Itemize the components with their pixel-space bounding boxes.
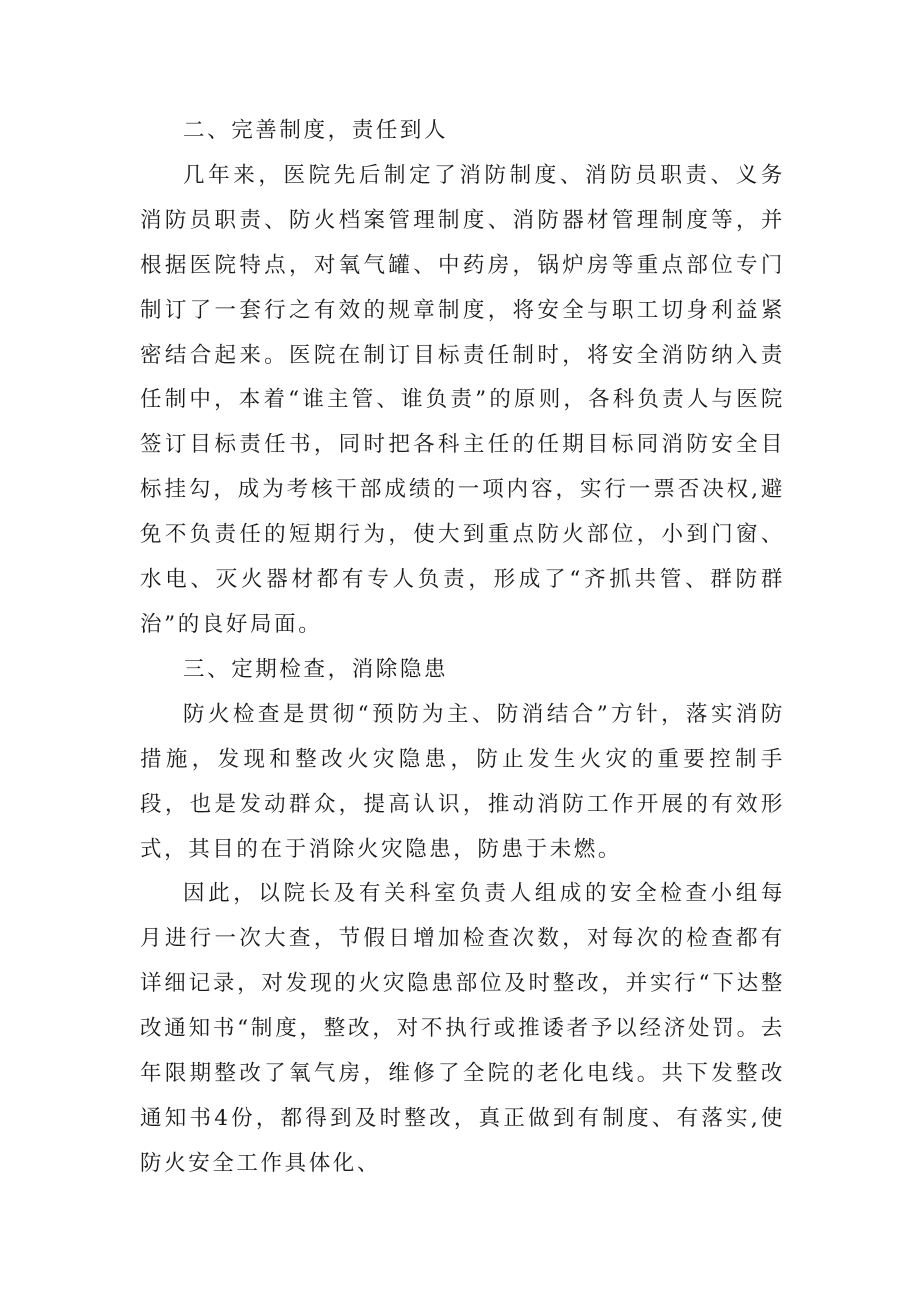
section-heading-2: 二、完善制度，责任到人 <box>183 118 449 143</box>
paragraph-rectification: 因此，以院长及有关科室负责人组成的安全检查小组每月进行一次大查，节假日增加检查次数，对每次的检查都有详细记录，对发现的火灾隐患部位及时整改，并实行“下达整改通知书“制度，整改，对不执行或推诿者予以经济处罚。去年限期整改了氧气房，维修了全院的老化电线。共下发整改通知书4份，都得到及时整改，真正做到有制度、有落实,使防火安全工作具体化、 <box>140 881 785 1176</box>
document-body <box>140 109 785 1187</box>
section-heading-3: 三、定期检查，消除隐患 <box>183 656 449 682</box>
paragraph-responsibility: 几年来，医院先后制定了消防制度、消防员职责、义务消防员职责、防火档案管理制度、消防器材管理制度等，并根据医院特点，对氧气罐、中药房，锅炉房等重点部位专门制订了一套行之有效的规章制度，将安全与职工切身利益紧密结合起来。医院在制订目标责任制时，将安全消防纳入责任制中，本着“谁主管、谁负责”的原则，各科负责人与医院签订目标责任书，同时把各科主任的任期目标同消防安全目标挂勾，成为考核干部成绩的一项内容，实行一票否决权,避免不负责任的短期行为，使大到重点防火部位，小到门窗、水电、灭火器材都有专人负责，形成了“齐抓共管、群防群治”的良好局面。 <box>140 162 785 637</box>
paragraph-inspection: 防火检查是贯彻“预防为主、防消结合”方针，落实消防措施，发现和整改火灾隐患，防止发生火灾的重要控制手段，也是发动群众，提高认识，推动消防工作开展的有效形式，其目的在于消除火灾隐患，防患于未燃。 <box>140 701 785 862</box>
